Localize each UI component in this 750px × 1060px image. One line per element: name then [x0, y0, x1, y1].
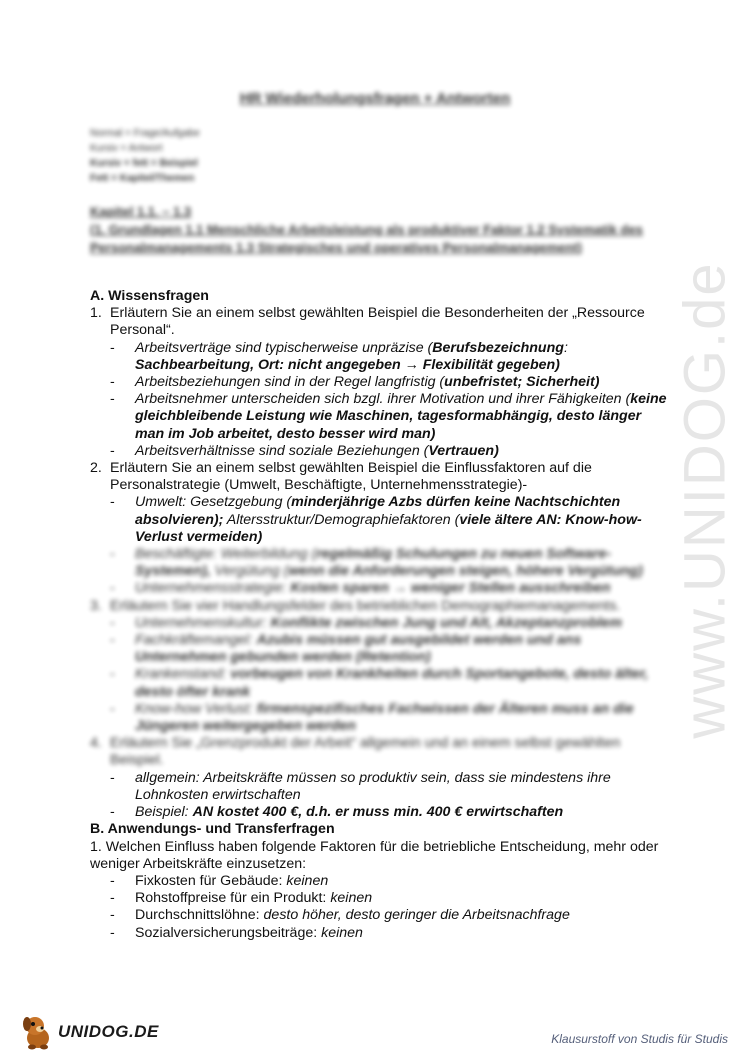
answer-list	[90, 873, 670, 942]
answer-item: - Sozialversicherungsbeiträge: keinen	[135, 925, 670, 942]
chapter-subtitle: (1. Grundlagen 1.1 Menschliche Arbeitsleistung als produktiver Faktor 1.2 Systematik des Personalmanagements 1.3 Strategisches und operatives Personalmanagement)	[90, 222, 643, 255]
question-2	[90, 460, 670, 494]
question-3	[90, 598, 670, 615]
question-text: Erläutern Sie an einem selbst gewählten Beispiel die Einflussfaktoren auf die Personalstrategie (Umwelt, Beschäftigte, Unternehmensstrategie)-	[110, 460, 592, 494]
document-title: HR Wiederholungsfragen + Antworten	[239, 90, 511, 107]
question-number: 1.	[90, 305, 102, 322]
logo-text: UNIDOG.DE	[58, 1022, 159, 1041]
answer-list	[90, 615, 670, 735]
answer-item: - Arbeitsnehmer unterscheiden sich bzgl. ihrer Motivation und ihrer Fähigkeiten (keine gleichbleibende Leistung wie Maschinen, tagesformabhängig, desto länger man im Job arbeitet, desto besser wird man)	[135, 391, 670, 443]
answer-item: - Unternehmensstrategie: Kosten sparen → weniger Stellen ausschreiben	[135, 580, 670, 597]
legend-line: Normal = Frage/Aufgabe	[90, 128, 200, 139]
answer-list	[90, 340, 670, 460]
question-text: Erläutern Sie vier Handlungsfelder des betrieblichen Demographiemanagements.	[110, 597, 621, 614]
footer-slogan: Klausurstoff von Studis für Studis	[551, 1032, 728, 1046]
answer-item: - Know-how Verlust: firmenspezifisches Fachwissen der Älteren muss an die Jüngeren weitergegeben werden	[135, 701, 670, 735]
answer-item: - Beispiel: AN kostet 400 €, d.h. er muss min. 400 € erwirtschaften	[135, 804, 670, 821]
question-b1: 1. Welchen Einfluss haben folgende Faktoren für die betriebliche Entscheidung, mehr oder weniger Arbeitskräfte einzusetzen:	[90, 838, 659, 872]
answer-item: - Rohstoffpreise für ein Produkt: keinen	[135, 890, 670, 907]
question-number: 2.	[90, 460, 102, 477]
answer-item: - Arbeitsverhältnisse sind soziale Beziehungen (Vertrauen)	[135, 443, 670, 460]
answer-item: - Krankenstand: vorbeugen von Krankheiten durch Sportangebote, desto älter, desto öfter krank	[135, 666, 670, 700]
unidog-logo	[18, 1012, 158, 1052]
question-text: Erläutern Sie an einem selbst gewählten Beispiel die Besonderheiten der „Ressource Personal“.	[110, 305, 645, 339]
legend-line: Kursiv = Antwort	[90, 143, 163, 154]
answer-item: - Fixkosten für Gebäude: keinen	[135, 873, 670, 890]
answer-item: - Arbeitsverträge sind typischerweise unpräzise (Berufsbezeichnung: Sachbearbeitung, Ort: nicht angegeben → Flexibilität gegeben)	[135, 340, 670, 374]
answer-item: - Beschäftigte: Weiterbildung (regelmäßig Schulungen zu neuen Software-Systemen), Vergütung (wenn die Anforderungen steigen, höhere Vergütung)	[135, 546, 670, 580]
chapter-number: Kapitel 1.1. – 1.3	[90, 204, 192, 219]
answer-item: - allgemein: Arbeitskräfte müssen so produktiv sein, dass sie mindestens ihre Lohnkosten erwirtschaften	[135, 770, 670, 804]
question-number: 4.	[90, 735, 102, 752]
answer-list	[90, 770, 670, 822]
answer-item: - Arbeitsbeziehungen sind in der Regel langfristig (unbefristet; Sicherheit)	[135, 374, 670, 391]
answer-item: - Fachkräftemangel: Azubis müssen gut ausgebildet werden und ans Unternehmen gebunden werden (Retention)	[135, 632, 670, 666]
answer-list	[90, 494, 670, 597]
section-b-heading: B. Anwendungs- und Transferfragen	[90, 821, 335, 838]
chapter-heading	[90, 203, 650, 257]
dog-icon	[18, 1012, 58, 1052]
document-body	[90, 288, 670, 942]
section-a-heading: A. Wissensfragen	[90, 288, 209, 304]
legend-line: Kursiv + fett = Beispiel	[90, 158, 198, 169]
question-number: 3.	[90, 597, 102, 614]
answer-item: - Durchschnittslöhne: desto höher, desto geringer die Arbeitsnachfrage	[135, 907, 670, 924]
question-4	[90, 735, 670, 769]
question-1	[90, 305, 670, 339]
answer-item: - Umwelt: Gesetzgebung (minderjährige Azbs dürfen keine Nachtschichten absolvieren); Altersstruktur/Demographiefaktoren (viele ältere AN: Know-how-Verlust vermeiden)	[135, 494, 670, 546]
format-legend	[90, 126, 200, 186]
watermark: www.UNIDOG.de	[672, 261, 738, 739]
legend-line: Fett = Kapitel/Themen	[90, 173, 195, 184]
blurred-section	[90, 598, 670, 770]
question-text: Erläutern Sie „Grenzprodukt der Arbeit“ allgemein und an einem selbst gewählten Beispiel.	[110, 735, 621, 769]
answer-item: - Unternehmenskultur: Konflikte zwischen Jung und Alt, Akzeptanzproblem	[135, 615, 670, 632]
